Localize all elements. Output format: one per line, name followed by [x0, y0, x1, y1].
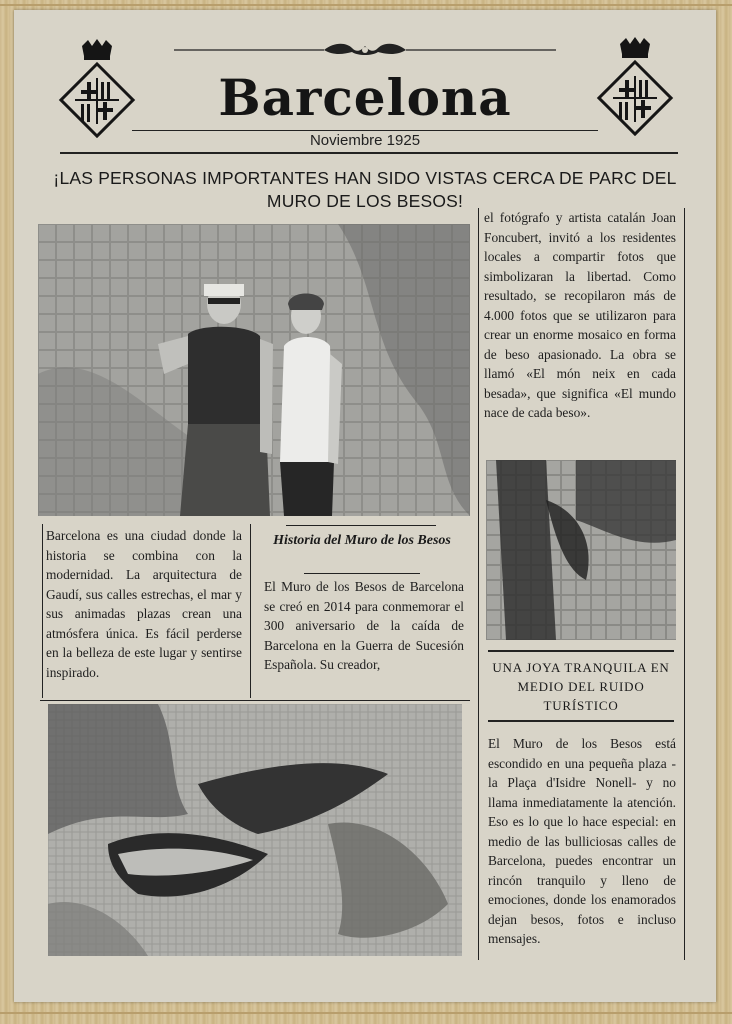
main-photo — [38, 224, 470, 516]
column-rule — [42, 524, 43, 698]
newspaper-page — [14, 10, 716, 1002]
mosaic-detail-photo — [486, 460, 676, 640]
column-rule — [250, 524, 251, 698]
intro-paragraph: Barcelona es una ciudad donde la historia se combina con la modernidad. La arquitectura de Gaudí, sus calles estrechas, el mar y sus animadas plazas crean una atmósfera única. Es fácil perderse en la belleza de este lugar y sentirse inspirado. — [46, 528, 242, 680]
column-rule — [684, 208, 685, 960]
mat-line — [0, 1012, 732, 1014]
gem-paragraph: El Muro de los Besos está escondido en una pequeña plaza -la Plaça d'Isidre Nonell- y no llama inmediatamente la atención. Eso es lo que lo hace especial: en medio de las bulliciosas calles de Barcelona, puedes encontrar un rincón tranquilo y lleno de emociones, donde los enamorados dejan besos, fotos e incluso mensajes. — [488, 736, 676, 946]
divider — [304, 573, 420, 574]
divider — [60, 152, 678, 154]
history-title: Historia del Muro de los Besos — [273, 533, 451, 548]
issue-date: Noviembre 1925 — [309, 132, 421, 149]
mat-line — [0, 4, 732, 6]
masthead-title: Barcelona — [218, 68, 512, 127]
history-paragraph: El Muro de los Besos de Barcelona se creó en 2014 para conmemorar el 300 aniversario de la caída de Barcelona en la Guerra de Sucesión Española. Su creador, — [264, 579, 464, 672]
divider — [286, 525, 436, 526]
divider — [488, 650, 674, 652]
column-rule — [478, 208, 479, 960]
continued-paragraph: el fotógrafo y artista catalán Joan Foncubert, invitó a los residentes locales a compartir fotos que simbolizaran la libertad. Como resultado, se recopilaron más de 4.000 fotos que se utilizaron para crear un enorme mosaico en forma de beso apasionado. La obra se llamó «El món neix en cada besada», que significa «El mundo nace de cada beso». — [484, 210, 676, 420]
divider — [40, 700, 470, 701]
gem-title: UNA JOYA TRANQUILA EN MEDIO DEL RUIDO TURÍSTICO — [492, 660, 670, 713]
divider — [488, 720, 674, 722]
main-headline: ¡LAS PERSONAS IMPORTANTES HAN SIDO VISTAS CERCA DE PARC DEL MURO DE LOS BESOS! — [53, 168, 677, 211]
kiss-mosaic-photo — [48, 704, 462, 956]
ornament-icon — [174, 40, 556, 60]
